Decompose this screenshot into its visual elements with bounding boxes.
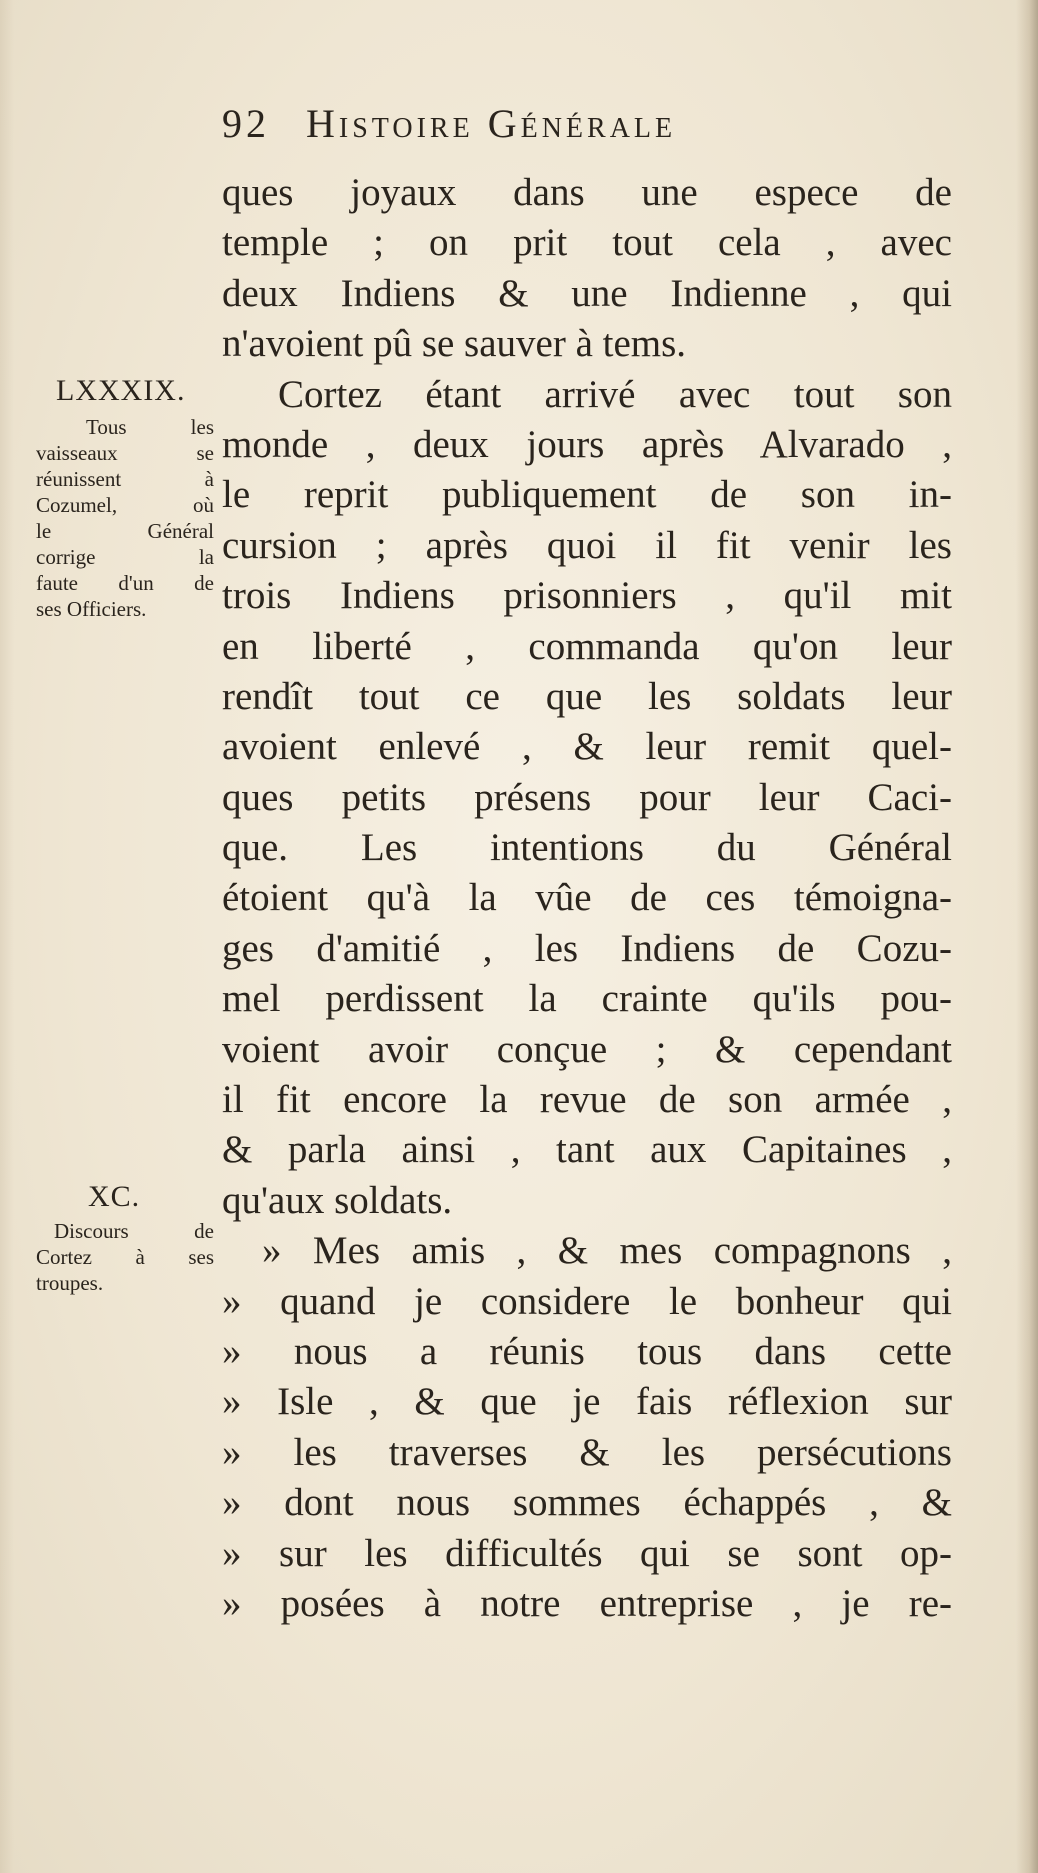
text-line: temple ; on prit tout cela , avec: [222, 221, 952, 265]
text-line: » les traverses & les persécutions: [222, 1430, 952, 1474]
text-line: le reprit publiquement de son in-: [222, 473, 952, 517]
text-line: voient avoir conçue ; & cependant: [222, 1027, 952, 1071]
page-left-shadow: [0, 0, 14, 1873]
text-line: » quand je considere le bonheur qui: [222, 1279, 952, 1323]
text-line: n'avoient pû se sauver à tems.: [222, 322, 687, 366]
text-line: avoient enlevé , & leur remit quel-: [222, 725, 952, 769]
section-number: LXXXIX.: [56, 374, 186, 407]
margin-note-line: le Général: [36, 519, 214, 543]
text-line: que. Les intentions du Général: [222, 826, 952, 870]
margin-note-line: Tous les: [86, 415, 214, 439]
margin-note-line: corrige la: [36, 545, 214, 569]
text-line: » dont nous sommes échappés , &: [222, 1481, 952, 1525]
text-line: cursion ; après quoi il fit venir les: [222, 523, 952, 567]
text-line: » nous a réunis tous dans cette: [222, 1329, 952, 1373]
text-line: & parla ainsi , tant aux Capitaines ,: [222, 1128, 952, 1172]
text-line: étoient qu'à la vûe de ces témoigna-: [222, 876, 952, 920]
margin-note-line: troupes.: [36, 1271, 104, 1295]
text-line: trois Indiens prisonniers , qu'il mit: [222, 574, 952, 618]
text-line: deux Indiens & une Indienne , qui: [222, 271, 952, 315]
text-line: en liberté , commanda qu'on leur: [222, 624, 952, 668]
margin-note-line: réunissent à: [36, 467, 214, 491]
text-line: » sur les difficultés qui se sont op-: [222, 1531, 952, 1575]
margin-note-line: vaisseaux se: [36, 441, 214, 465]
text-line: » Isle , & que je fais réflexion sur: [222, 1380, 952, 1424]
text-line: » posées à notre entreprise , je re-: [222, 1581, 952, 1625]
body-text: [222, 168, 952, 1629]
section-number: XC.: [88, 1180, 141, 1213]
margin-note-line: ses Officiers.: [36, 597, 147, 621]
text-line: ques joyaux dans une espece de: [222, 171, 952, 214]
margin-note-line: Cortez à ses: [36, 1245, 214, 1269]
page-edge-shadow: [1016, 0, 1038, 1873]
text-line: qu'aux soldats.: [222, 1178, 453, 1222]
running-head: [222, 100, 902, 160]
text-line: ges d'amitié , les Indiens de Cozu-: [222, 926, 952, 970]
text-line: Cortez étant arrivé avec tout son: [278, 372, 952, 416]
text-line: » Mes amis , & mes compagnons ,: [262, 1229, 952, 1273]
text-line: rendît tout ce que les soldats leur: [222, 674, 952, 718]
text-line: ques petits présens pour leur Caci-: [222, 775, 952, 819]
margin-note-xc: [36, 1180, 214, 1296]
text-line: monde , deux jours après Alvarado ,: [222, 422, 952, 466]
margin-note-line: Cozumel, où: [36, 493, 214, 517]
running-title: Histoire Générale: [306, 101, 677, 146]
page-number: 92: [222, 101, 270, 146]
text-line: mel perdissent la crainte qu'ils pou-: [222, 977, 952, 1021]
margin-note-line: faute d'un de: [36, 571, 214, 595]
text-line: il fit encore la revue de son armée ,: [222, 1078, 952, 1122]
margin-note-line: Discours de: [54, 1219, 214, 1243]
margin-note-lxxxix: [36, 374, 214, 622]
